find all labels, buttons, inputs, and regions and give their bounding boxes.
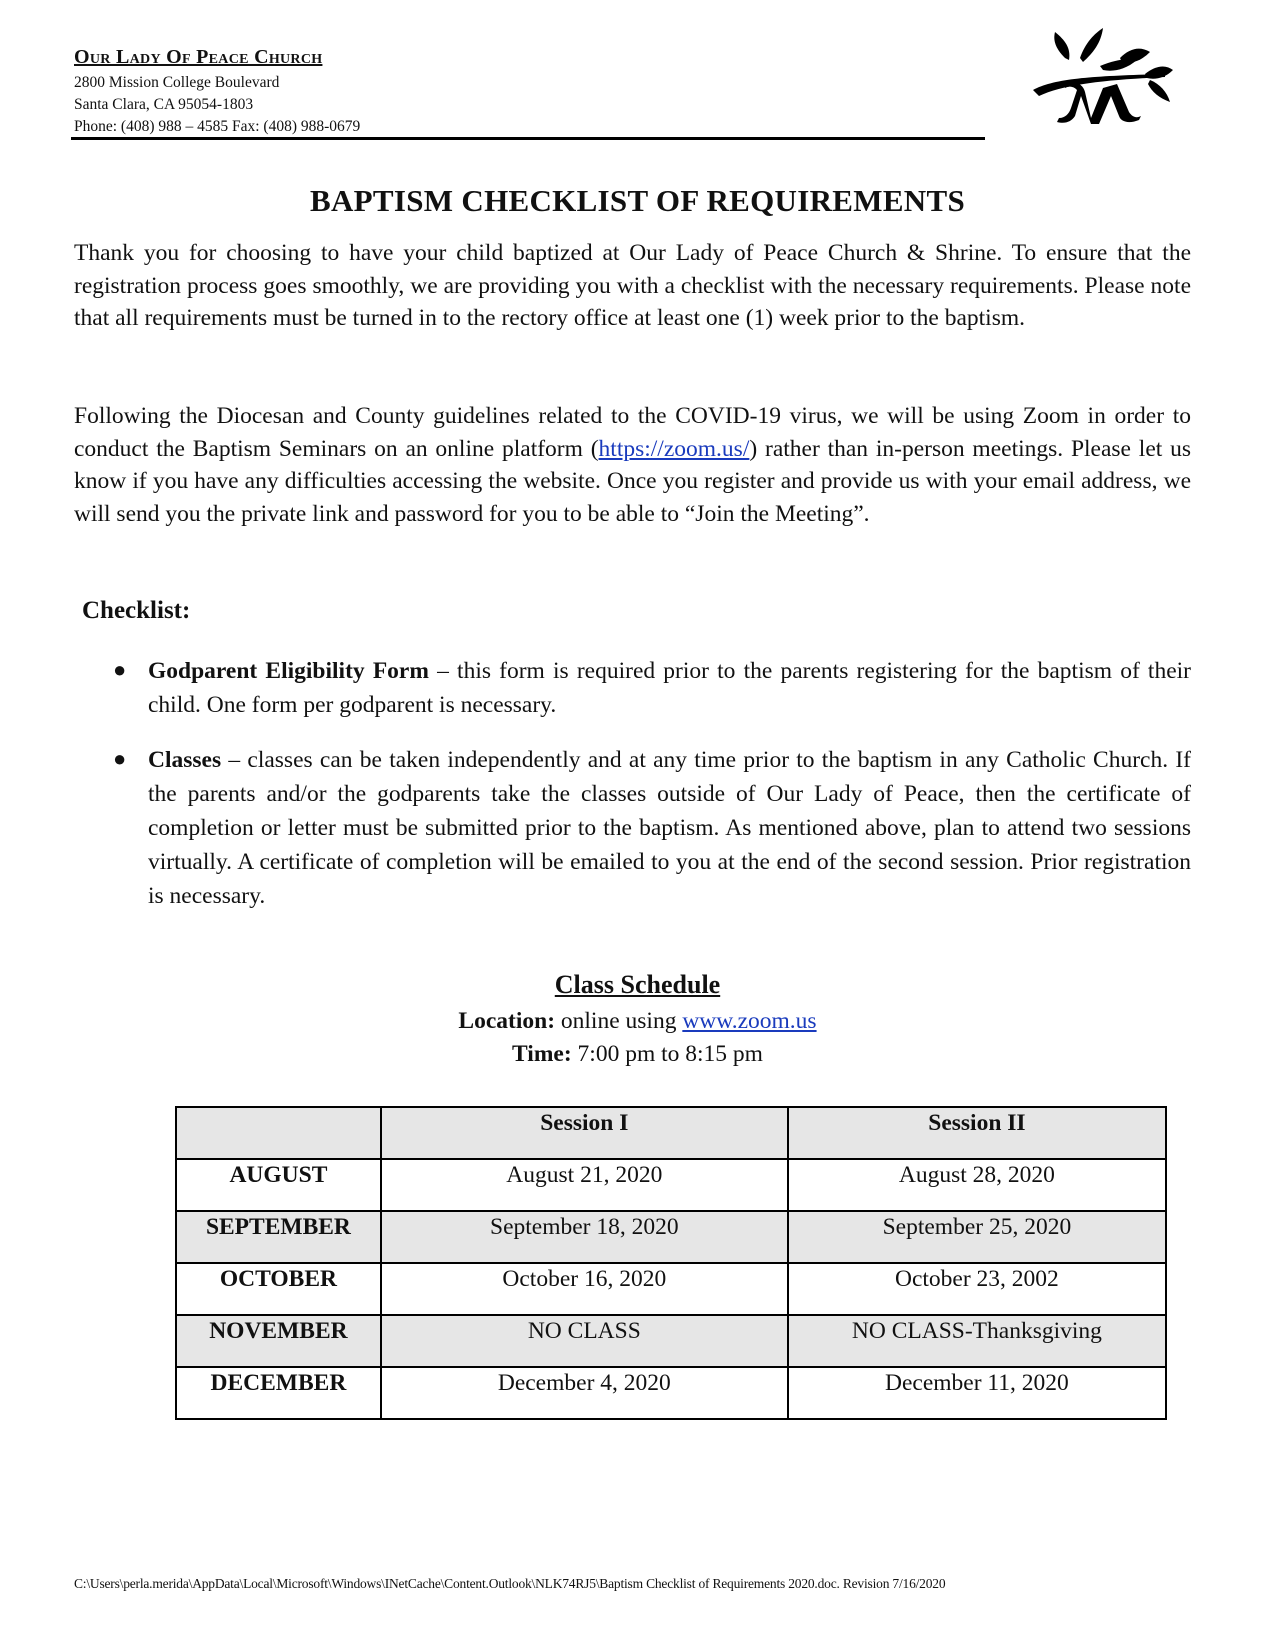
location-label: Location: [458, 1008, 556, 1034]
footer-file-path: C:\Users\perla.merida\AppData\Local\Microsoft\Windows\INetCache\Content.Outlook\NLK74RJ5\Baptism Checklist of Requirements 2020.doc. Revision 7/16/2020 [74, 1576, 946, 1591]
column-header: Session I [381, 1107, 788, 1159]
session-cell: October 23, 2002 [788, 1263, 1166, 1315]
table-row [176, 1315, 1166, 1367]
bullet-icon: ● [113, 746, 127, 771]
month-cell: NOVEMBER [176, 1315, 381, 1367]
bullet-icon: ● [113, 657, 127, 682]
column-header [176, 1107, 381, 1159]
table-row [176, 1367, 1166, 1419]
checklist-item-text: – classes can be taken independently and at any time prior to the baptism in any Catholic Church. If the parents and/or the godparents take the classes outside of Our Lady of Peace, then the certificate of completion or letter must be submitted prior to the baptism. As mentioned above, plan to attend two sessions virtually. A certificate of completion will be emailed to you at the end of the second session. Prior registration is necessary. [148, 747, 1191, 909]
checklist-heading: Checklist: [82, 597, 191, 624]
schedule-time [0, 1041, 1275, 1068]
time-label: Time: [512, 1041, 572, 1067]
session-cell: September 18, 2020 [381, 1211, 788, 1263]
column-header: Session II [788, 1107, 1166, 1159]
session-cell: NO CLASS [381, 1315, 788, 1367]
zoom-link[interactable]: https://zoom.us/ [598, 435, 750, 462]
covid-text-before: Following the Diocesan and County guidelines related to the COVID-19 virus, we will be using Zoom in order to conduct the Baptism Seminars on an online platform ( [74, 403, 1191, 462]
checklist-item-term: Godparent Eligibility Form [148, 658, 429, 684]
header-rule [71, 137, 985, 140]
month-cell: AUGUST [176, 1159, 381, 1211]
checklist-item-term: Classes [148, 747, 222, 773]
schedule-heading-text: Class Schedule [554, 970, 721, 999]
table-row [176, 1211, 1166, 1263]
checklist-item-text: – this form is required prior to the parents registering for the baptism of their child. One form per godparent is necessary. [148, 658, 1191, 718]
church-logo-icon [1025, 18, 1175, 128]
month-cell: DECEMBER [176, 1367, 381, 1419]
table-row [176, 1263, 1166, 1315]
covid-text-after: ) rather than in-person meetings. Please let us know if you have any difficulties accessing the website. Once you register and provide us with your email address, we will send you the private link and password for you to be able to “Join the Meeting”. [74, 435, 1191, 527]
table-header-row [176, 1107, 1166, 1159]
table-row [176, 1159, 1166, 1211]
time-text: 7:00 pm to 8:15 pm [571, 1041, 763, 1067]
month-cell: OCTOBER [176, 1263, 381, 1315]
address-line-2: Santa Clara, CA 95054-1803 [74, 96, 254, 113]
page-title: BAPTISM CHECKLIST OF REQUIREMENTS [310, 183, 965, 218]
session-cell: October 16, 2020 [381, 1263, 788, 1315]
checklist-item [148, 654, 1191, 722]
session-cell: December 4, 2020 [381, 1367, 788, 1419]
session-cell: August 21, 2020 [381, 1159, 788, 1211]
address-line-1: 2800 Mission College Boulevard [74, 74, 280, 91]
session-cell: August 28, 2020 [788, 1159, 1166, 1211]
session-cell: September 25, 2020 [788, 1211, 1166, 1263]
schedule-heading [0, 970, 1275, 1000]
intro-paragraph: Thank you for choosing to have your child baptized at Our Lady of Peace Church & Shrine. To ensure that the registration process goes smoothly, we are providing you with a checklist with the necessary requirements. Please note that all requirements must be turned in to the rectory office at least one (1) week prior to the baptism. [74, 240, 1191, 332]
session-cell: December 11, 2020 [788, 1367, 1166, 1419]
schedule-location [0, 1008, 1275, 1035]
zoom-www-link[interactable]: www.zoom.us [682, 1008, 817, 1034]
session-cell: NO CLASS-Thanksgiving [788, 1315, 1166, 1367]
checklist-item [148, 743, 1191, 913]
location-text: online using [555, 1008, 683, 1034]
class-schedule-table [175, 1106, 1167, 1420]
church-name: Our Lady Of Peace Church [74, 46, 323, 68]
month-cell: SEPTEMBER [176, 1211, 381, 1263]
covid-paragraph [74, 400, 1191, 530]
phone-fax: Phone: (408) 988 – 4585 Fax: (408) 988-0679 [74, 118, 361, 135]
